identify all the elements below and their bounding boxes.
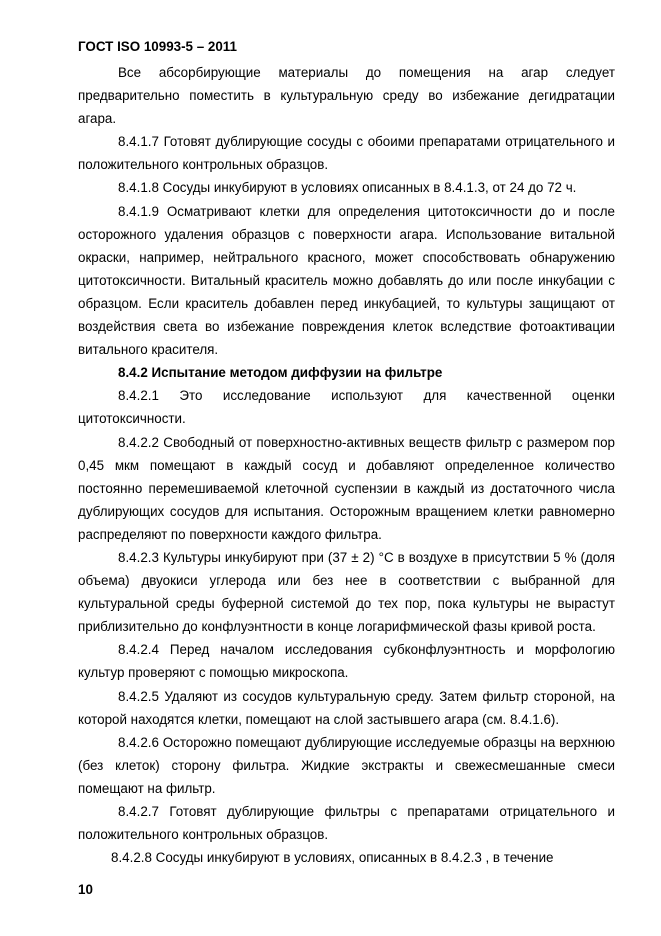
- standard-code-header: ГОСТ ISO 10993-5 – 2011: [78, 39, 237, 54]
- paragraph-absorbent-materials: Все абсорбирующие материалы до помещения на агар следует предварительно поместить в культуральную среду во избежание дегидратации агара.: [78, 65, 615, 127]
- paragraph-8-4-1-9: 8.4.1.9 Осматривают клетки для определения цитотоксичности до и после осторожного удаления образцов с поверхности агара. Использование витальной окраски, например, нейтрального красного, может способствовать обнаружению цитотоксичности. Витальный краситель можно добавлять до или после инкубации с образцом. Если краситель добавлен перед инкубацией, то культуры защищают от воздействия света во избежание повреждения клеток вследствие фотоактивации витального красителя.: [78, 203, 615, 358]
- paragraph-8-4-2-4: 8.4.2.4 Перед началом исследования субконфлуэнтность и морфологию культур проверяют с помощью микроскопа.: [78, 642, 615, 681]
- document-body: [78, 61, 615, 869]
- paragraph-8-4-2-1: 8.4.2.1 Это исследование используют для качественной оценки цитотоксичности.: [78, 388, 615, 427]
- paragraph-8-4-2-7: 8.4.2.7 Готовят дублирующие фильтры с препаратами отрицательного и положительного контрольных образцов.: [78, 804, 615, 843]
- paragraph-8-4-2-3: 8.4.2.3 Культуры инкубируют при (37 ± 2) °С в воздухе в присутствии 5 % (доля объема) двуокиси углерода или без нее в соответствии с выбранной для культуральной среды буферной системой до тех пор, пока культуры не вырастут приблизительно до конфлуэнтности в конце логарифмической фазы кривой роста.: [78, 549, 615, 635]
- paragraph-8-4-1-8: 8.4.1.8 Сосуды инкубируют в условиях описанных в 8.4.1.3, от 24 до 72 ч.: [118, 180, 577, 196]
- section-heading-8-4-2: 8.4.2 Испытание методом диффузии на фильтре: [118, 365, 443, 381]
- paragraph-8-4-2-2: 8.4.2.2 Свободный от поверхностно-активных веществ фильтр с размером пор 0,45 мкм помещают в каждый сосуд и добавляют определенное количество постоянно перемешиваемой клеточной суспензии в каждый из достаточного числа дублирующих сосудов для испытания. Осторожным вращением клетки равномерно распределяют по поверхности каждого фильтра.: [78, 434, 615, 542]
- paragraph-8-4-1-7: 8.4.1.7 Готовят дублирующие сосуды с обоими препаратами отрицательного и положительного контрольных образцов.: [78, 134, 615, 173]
- paragraph-8-4-2-6: 8.4.2.6 Осторожно помещают дублирующие исследуемые образцы на верхнюю (без клеток) сторону фильтра. Жидкие экстракты и свежесмешанные смеси помещают на фильтр.: [78, 734, 615, 796]
- paragraph-8-4-2-8: 8.4.2.8 Сосуды инкубируют в условиях, описанных в 8.4.2.3 , в течение: [111, 850, 554, 866]
- paragraph-8-4-2-5: 8.4.2.5 Удаляют из сосудов культуральную среду. Затем фильтр стороной, на которой находятся клетки, помещают на слой застывшего агара (см. 8.4.1.6).: [78, 688, 615, 727]
- page-number: 10: [78, 882, 93, 897]
